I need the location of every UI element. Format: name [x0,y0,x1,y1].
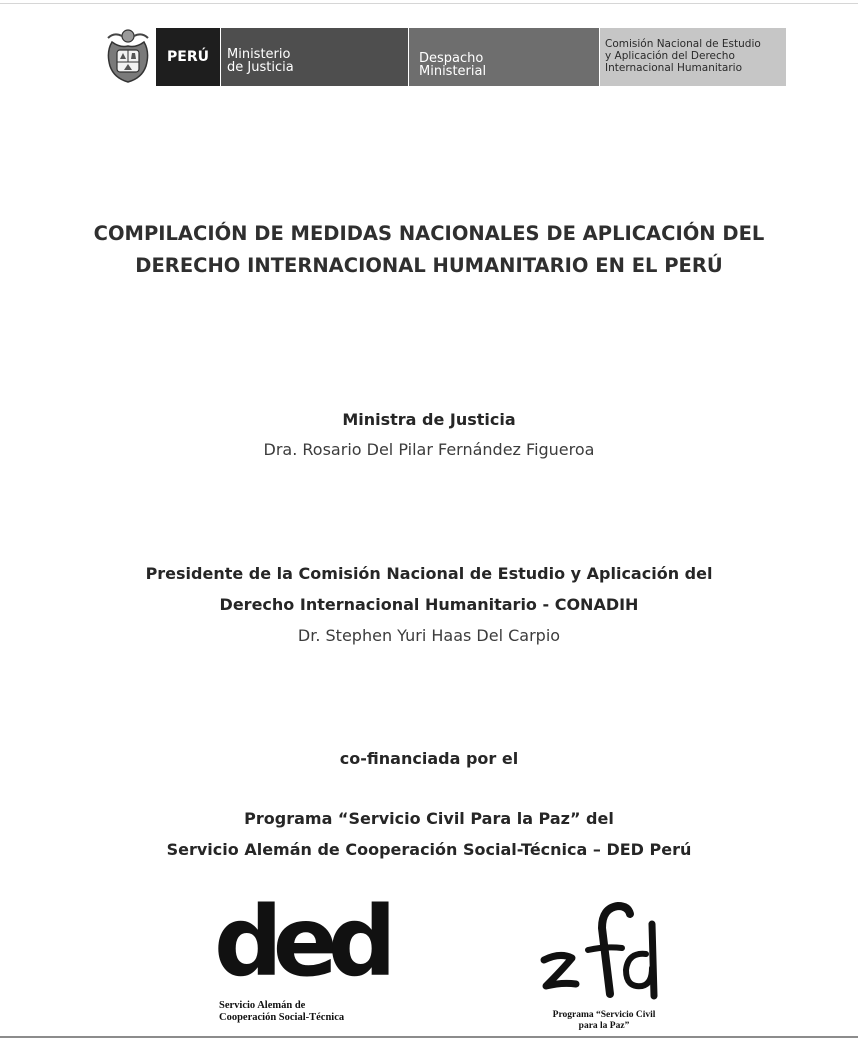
minister-name: Dra. Rosario Del Pilar Fernández Figueroa [263,440,595,459]
ded-logo-wordmark: ded [214,886,387,998]
title-line-1: COMPILACIÓN DE MEDIDAS NACIONALES DE APLICACIÓN DEL [93,222,765,245]
zfd-logo-caption: Programa “Servicio Civil para la Paz” [552,1010,656,1031]
top-rule [0,3,858,4]
funding-intro: co-financiada por el [339,749,519,768]
commission-label: Comisión Nacional de Estudio y Aplicación del Derecho Internacional Humanitario [600,28,786,86]
funding-line-2: Servicio Alemán de Cooperación Social-Técnica – DED Perú [166,840,692,859]
title-line-2: DERECHO INTERNACIONAL HUMANITARIO EN EL PERÚ [135,254,723,277]
president-name: Dr. Stephen Yuri Haas Del Carpio [297,626,561,645]
document-title [0,218,858,282]
ded-logo-caption: Servicio Alemán de Cooperación Social-Técnica [219,1000,345,1023]
zfd-logo [536,898,676,1038]
country-label: PERÚ [156,28,220,86]
funding-line-1: Programa “Servicio Civil Para la Paz” del [244,809,614,828]
zfd-logo-mark [536,898,672,1008]
coat-of-arms-icon [104,28,152,84]
ded-logo [214,886,387,1035]
minister-role: Ministra de Justicia [342,410,516,429]
bottom-rule [0,1036,858,1038]
president-role-line-2: Derecho Internacional Humanitario - CONADIH [219,595,639,614]
office-label: Despacho Ministerial [409,28,599,86]
institutional-header [104,26,786,87]
president-role-line-1: Presidente de la Comisión Nacional de Estudio y Aplicación del [145,564,713,583]
ministry-label: Ministerio de Justicia [221,28,408,86]
